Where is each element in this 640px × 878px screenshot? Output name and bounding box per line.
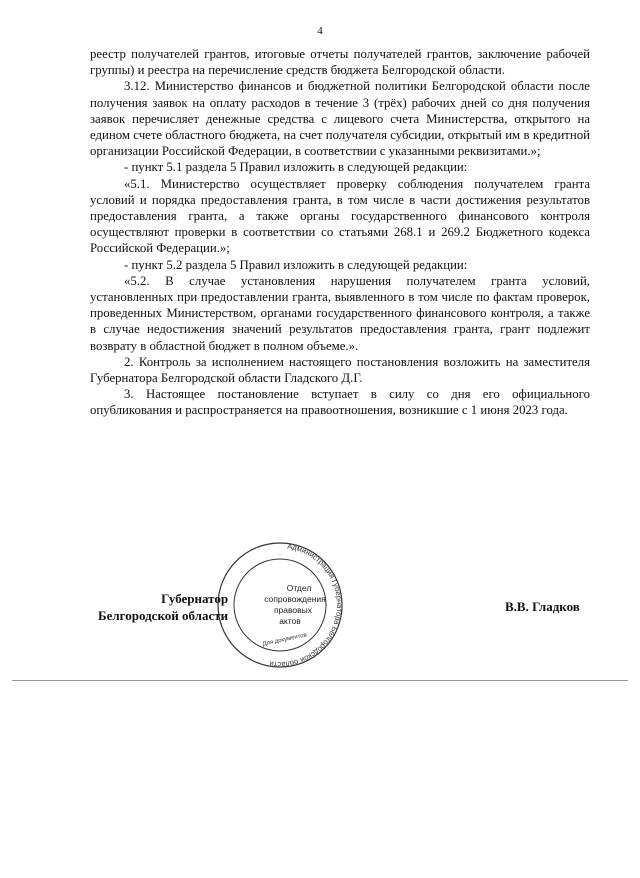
signatory-title [98, 590, 228, 624]
stamp-outer-text: Администрация Губернатора Белгородской области [268, 541, 344, 670]
signatory-name: В.В. Гладков [505, 599, 580, 614]
paragraph-continuation: реестр получателей грантов, итоговые отчеты получателей грантов, заключение рабочей группы) и реестра на перечисление средств бюджета Белгородской области. [90, 47, 590, 78]
paragraph-amend-5-2: - пункт 5.2 раздела 5 Правил изложить в следующей редакции: [124, 257, 468, 272]
page-number: 4 [317, 25, 323, 37]
stamp-line-1: Отдел [286, 583, 312, 593]
paragraph-item-2: 2. Контроль за исполнением настоящего постановления возложить на заместителя Губернатора Белгородской области Гладского Д.Г. [90, 354, 590, 386]
stamp-line-4: актов [279, 616, 301, 626]
paragraph-5-1: «5.1. Министерство осуществляет проверку соблюдения получателем гранта условий и порядка предоставления гранта, в том числе в части достижения результатов предоставления гранта, а также органы государственного финансового контроля осуществляют проверки в соответствии со статьями 268.1 и 269.2 Бюджетного кодекса Российской Федерации.»; [90, 176, 590, 256]
signature-block [0, 590, 640, 630]
stamp-line-2: сопровождения [264, 594, 326, 604]
stamp-bottom-text: Для документов [262, 632, 308, 648]
stamp-line-3: правовых [273, 605, 313, 615]
paragraph-3-12: 3.12. Министерство финансов и бюджетной политики Белгородской области после получения заявок на оплату расходов в течение 3 (трёх) рабочих дней со дня получения заявок перечисляет денежные средства с лицевого счета Министерства, открытого на едином счете областного бюджета, на счет получателя субсидии, открытый им в кредитной организации Российской Федерации, в соответствии с указанными реквизитами.»; [90, 79, 590, 159]
signatory-title-line-1: Губернатор [161, 591, 229, 606]
signatory-title-line-2: Белгородской области [98, 608, 229, 623]
document-body [90, 46, 590, 419]
paragraph-amend-5-1: - пункт 5.1 раздела 5 Правил изложить в следующей редакции: [124, 160, 468, 175]
paragraph-item-3: 3. Настоящее постановление вступает в силу со дня его официального опубликования и распространяется на правоотношения, возникшие с 1 июня 2023 года. [90, 387, 590, 418]
paragraph-5-2: «5.2. В случае установления нарушения получателем гранта условий, установленных при предоставлении гранта, выявленного в том числе по фактам проверок, проведенных Министерством, органами государственного финансового контроля, а также в случае недостижения значений результатов предоставления гранта, грант подлежит возврату в областной бюджет в полном объеме.». [90, 273, 590, 353]
bottom-divider [12, 680, 628, 681]
